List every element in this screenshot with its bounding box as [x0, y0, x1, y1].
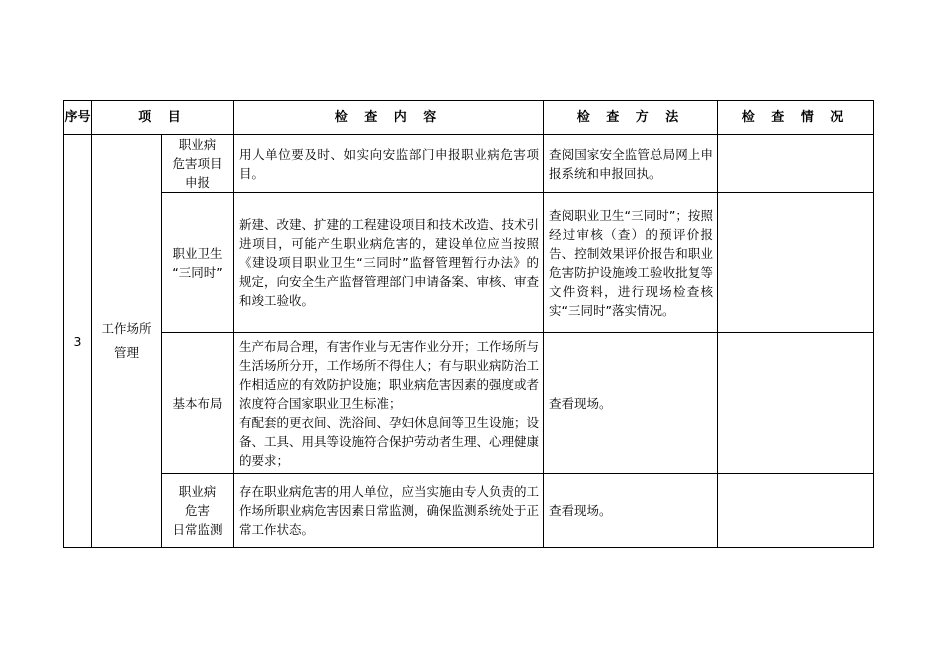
status-cell[interactable]	[718, 474, 874, 548]
subitem-line: 基本布局	[172, 395, 223, 411]
category-line-1: 工作场所	[101, 321, 152, 336]
subitem-cell	[162, 474, 234, 548]
table-row	[64, 135, 874, 193]
table-row	[64, 333, 874, 474]
table-row	[64, 474, 874, 548]
status-cell[interactable]	[718, 333, 874, 474]
header-no: 序号	[64, 101, 92, 135]
header-row	[64, 101, 874, 135]
subitem-cell	[162, 193, 234, 333]
category-cell	[92, 135, 162, 548]
content-cell: 新建、改建、扩建的工程建设项目和技术改造、技术引进项目，可能产生职业病危害的，建设单位应当按照《建设项目职业卫生“三同时”监督管理暂行办法》的规定，向安全生产监督管理部门申请备案、审核、审查和竣工验收。	[234, 193, 544, 333]
header-method: 检 查 方 法	[544, 101, 718, 135]
subitem-line: 危害	[184, 503, 210, 518]
content-cell: 用人单位要及时、如实向安监部门申报职业病危害项目。	[234, 135, 544, 193]
method-cell: 查看现场。	[544, 474, 718, 548]
subitem-line: 职业病	[178, 484, 217, 499]
method-cell: 查看现场。	[544, 333, 718, 474]
content-cell	[234, 333, 544, 474]
header-content: 检 查 内 容	[234, 101, 544, 135]
subitem-cell	[162, 135, 234, 193]
status-cell[interactable]	[718, 193, 874, 333]
inspection-table	[63, 100, 874, 548]
content-cell: 存在职业病危害的用人单位，应当实施由专人负责的工作场所职业病危害因素日常监测，确保监测系统处于正常工作状态。	[234, 474, 544, 548]
subitem-line: 申报	[184, 175, 210, 190]
subitem-cell	[162, 333, 234, 474]
subitem-line: 日常监测	[172, 522, 223, 537]
header-item: 项 目	[92, 101, 234, 135]
header-status: 检 查 情 况	[718, 101, 874, 135]
group-number: 3	[64, 135, 92, 548]
status-cell[interactable]	[718, 135, 874, 193]
content-paragraph: 生产布局合理，有害作业与无害作业分开；工作场所与生活场所分开，工作场所不得住人；有与职业病防治工作相适应的有效防护设施；职业病危害因素的强度或者浓度符合国家职业卫生标准； 有配套的更衣间、洗浴间、孕妇休息间等卫生设施；设备、工具、用具等设施符合保护劳动者生理、心理健康的要求；	[239, 338, 540, 468]
method-cell: 查阅职业卫生“三同时”；按照经过审核（查）的预评价报告、控制效果评价报告和职业危害防护设施竣工验收批复等文件资料，进行现场检查核实“三同时”落实情况。	[544, 193, 718, 333]
subitem-line: 职业卫生	[172, 245, 223, 261]
subitem-line: 职业病	[178, 137, 217, 152]
subitem-line: “三同时”	[172, 264, 223, 280]
table-row	[64, 193, 874, 333]
category-line-2: 管理	[113, 345, 139, 360]
subitem-line: 危害项目	[172, 156, 223, 171]
method-cell: 查阅国家安全监管总局网上申报系统和申报回执。	[544, 135, 718, 193]
